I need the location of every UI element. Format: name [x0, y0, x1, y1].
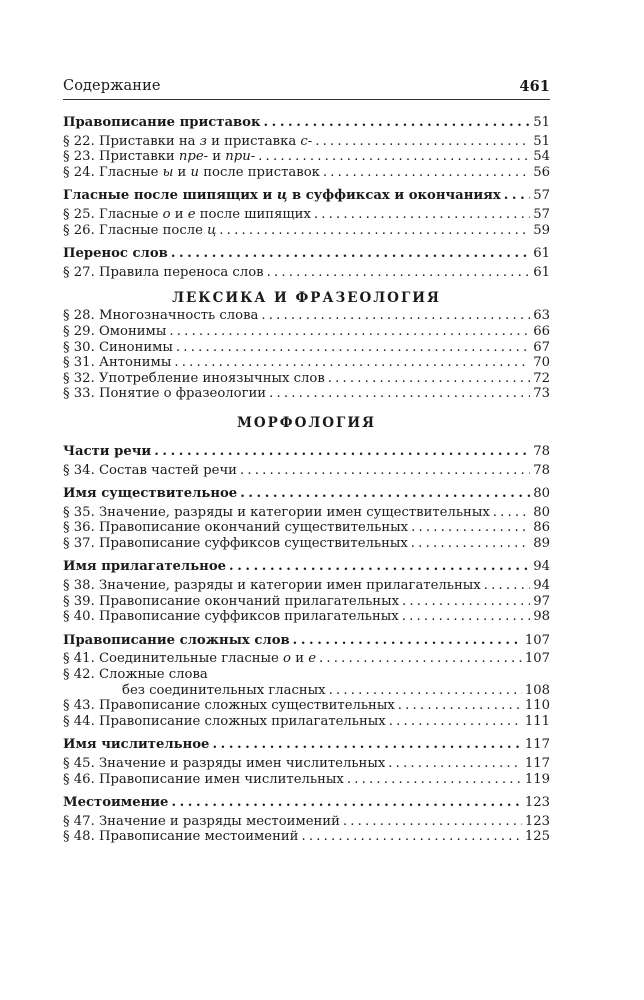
dot-leader [154, 444, 530, 460]
toc-item[interactable]: § 40. Правописание суффиксов прилагательных . . . 98 [63, 609, 550, 625]
dot-leader [293, 633, 522, 649]
toc-item[interactable]: § 31. Антонимы . . . 70 [63, 355, 550, 371]
dot-leader [323, 165, 530, 181]
part-title: МОРФОЛОГИЯ [236, 414, 377, 431]
toc-item[interactable]: § 45. Значение и разряды имен числительных . . . 117 [63, 756, 550, 772]
toc-heading[interactable]: Местоимение . . . 123 [63, 795, 550, 811]
dot-leader [240, 486, 530, 502]
toc-item[interactable]: § 42. Сложные слова [63, 667, 208, 683]
dot-leader [269, 386, 530, 402]
toc-item[interactable]: § 46. Правописание имен числительных . . . 119 [63, 772, 550, 788]
dot-leader [411, 536, 530, 552]
part-title: ЛЕКСИКА И ФРАЗЕОЛОГИЯ [172, 290, 441, 307]
table-of-contents [63, 115, 550, 845]
toc-item[interactable]: § 22. Приставки на з и приставка с- . . . 51 [63, 134, 550, 150]
dot-leader [171, 795, 521, 811]
dot-leader [411, 520, 530, 536]
toc-heading[interactable]: Гласные после шипящих и ц в суффиксах и окончаниях . . . 57 [63, 188, 550, 204]
dot-leader [315, 134, 530, 150]
dot-leader [258, 149, 530, 165]
toc-item-continuation[interactable]: без соединительных гласных . . . 108 [63, 683, 550, 699]
toc-item[interactable]: § 26. Гласные после ц . . . 59 [63, 223, 550, 239]
dot-leader [328, 371, 530, 387]
dot-leader [388, 756, 522, 772]
dot-leader [212, 737, 521, 753]
running-title: Содержание [63, 78, 161, 94]
toc-item[interactable]: § 32. Употребление иноязычных слов . . . 72 [63, 371, 550, 387]
dot-leader [343, 814, 522, 830]
dot-leader [267, 265, 531, 281]
dot-leader [261, 308, 530, 324]
toc-heading[interactable]: Имя существительное . . . 80 [63, 486, 550, 502]
dot-leader [504, 188, 530, 204]
toc-item[interactable]: § 27. Правила переноса слов . . . 61 [63, 265, 550, 281]
dot-leader [240, 463, 530, 479]
dot-leader [169, 324, 530, 340]
dot-leader [301, 829, 521, 845]
header-rule [63, 99, 550, 100]
toc-heading[interactable]: Части речи . . . 78 [63, 444, 550, 460]
dot-leader [314, 207, 530, 223]
toc-item[interactable]: § 48. Правописание местоимений . . . 125 [63, 829, 550, 845]
dot-leader [402, 594, 530, 610]
dot-leader [174, 355, 530, 371]
toc-item[interactable]: § 41. Соединительные гласные о и е . . . 107 [63, 651, 550, 667]
dot-leader [219, 223, 530, 239]
toc-item[interactable]: § 47. Значение и разряды местоимений . . . 123 [63, 814, 550, 830]
toc-item[interactable]: § 43. Правописание сложных существительных . . . 110 [63, 698, 550, 714]
dot-leader [329, 683, 522, 699]
toc-heading[interactable]: Правописание сложных слов . . . 107 [63, 633, 550, 649]
dot-leader [171, 246, 530, 262]
toc-item[interactable]: § 44. Правописание сложных прилагательных . . . 111 [63, 714, 550, 730]
toc-item[interactable]: § 29. Омонимы . . . 66 [63, 324, 550, 340]
toc-item[interactable]: § 24. Гласные ы и и после приставок . . . 56 [63, 165, 550, 181]
toc-item[interactable]: § 39. Правописание окончаний прилагательных . . . 97 [63, 594, 550, 610]
toc-item[interactable]: § 33. Понятие о фразеологии . . . 73 [63, 386, 550, 402]
page-number: 461 [519, 78, 550, 95]
toc-item[interactable]: § 23. Приставки пре- и при- . . . 54 [63, 149, 550, 165]
toc-heading[interactable]: Имя числительное . . . 117 [63, 737, 550, 753]
toc-heading[interactable]: Перенос слов . . . 61 [63, 246, 550, 262]
toc-item[interactable]: § 35. Значение, разряды и категории имен существительных . . . 80 [63, 505, 550, 521]
dot-leader [319, 651, 522, 667]
toc-heading[interactable]: Имя прилагательное . . . 94 [63, 559, 550, 575]
toc-item[interactable]: § 28. Многозначность слова . . . 63 [63, 308, 550, 324]
dot-leader [484, 578, 531, 594]
toc-item[interactable]: § 36. Правописание окончаний существительных . . . 86 [63, 520, 550, 536]
toc-item[interactable]: § 38. Значение, разряды и категории имен прилагательных . . . 94 [63, 578, 550, 594]
dot-leader [389, 714, 522, 730]
dot-leader [176, 340, 530, 356]
toc-heading[interactable]: Правописание приставок . . . 51 [63, 115, 550, 131]
dot-leader [402, 609, 531, 625]
dot-leader [398, 698, 522, 714]
dot-leader [229, 559, 530, 575]
running-header [63, 78, 550, 98]
toc-item[interactable]: § 37. Правописание суффиксов существительных . . . 89 [63, 536, 550, 552]
toc-item[interactable]: § 25. Гласные о и е после шипящих . . . 57 [63, 207, 550, 223]
dot-leader [263, 115, 530, 131]
dot-leader [347, 772, 522, 788]
dot-leader [493, 505, 530, 521]
toc-item[interactable]: § 34. Состав частей речи . . . 78 [63, 463, 550, 479]
toc-item[interactable]: § 30. Синонимы . . . 67 [63, 340, 550, 356]
